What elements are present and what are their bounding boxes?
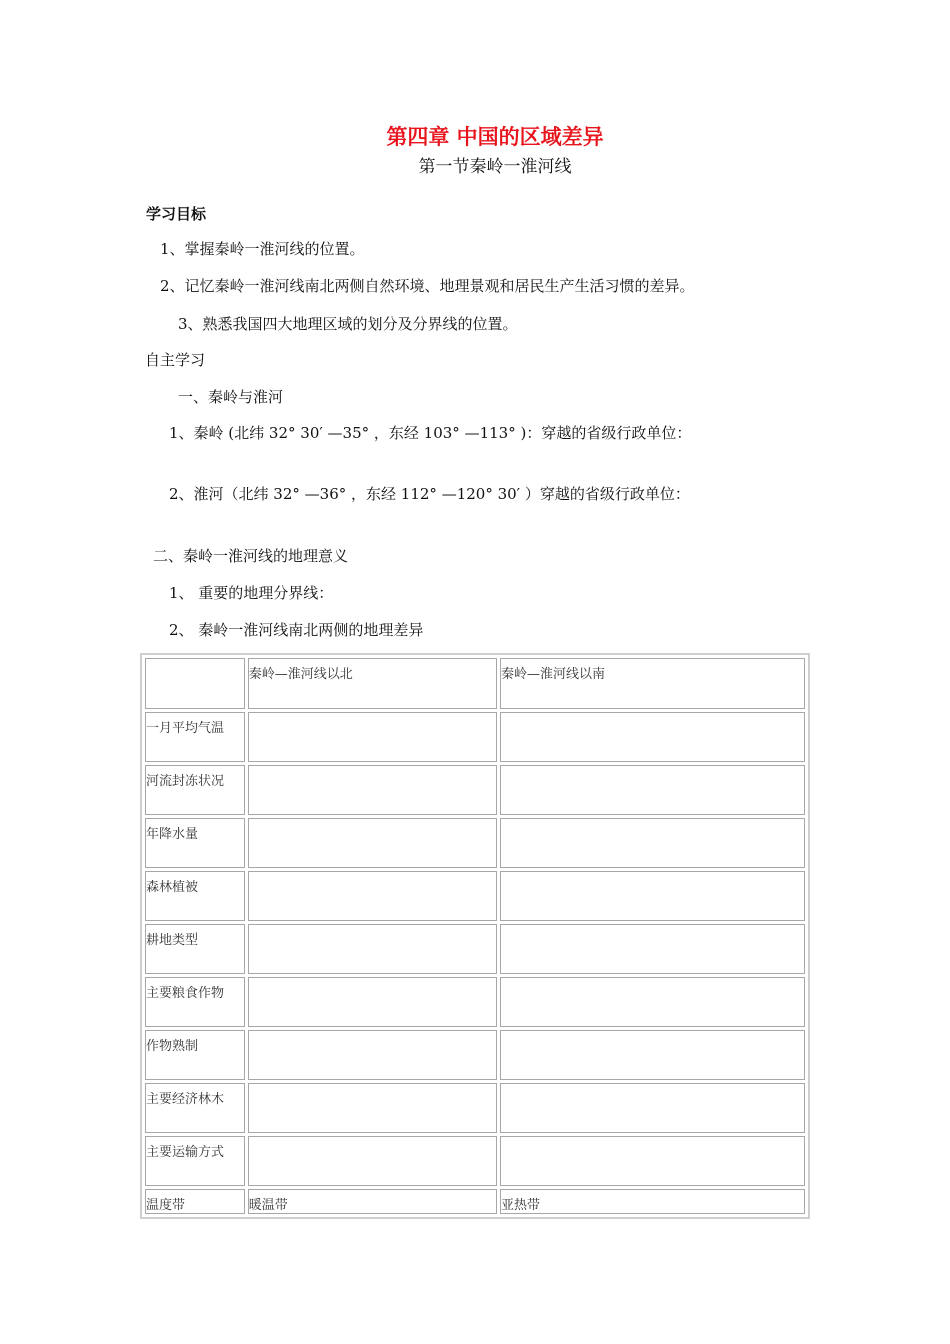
answer-cell-north[interactable] (248, 712, 497, 762)
south-zone-value: 亚热带 (500, 1189, 805, 1214)
comparison-table (140, 653, 810, 1219)
question-boundary: 1、 重要的地理分界线： (169, 584, 334, 602)
table-header-cell (145, 658, 245, 709)
answer-cell-south[interactable] (500, 765, 805, 815)
answer-cell-south[interactable] (500, 977, 805, 1027)
objective-item-1: 1、掌握秦岭一淮河线的位置。 (160, 240, 365, 258)
row-label: 温度带 (145, 1189, 245, 1214)
question-huaihe: 2、淮河（北纬 32° —36° ，东经 112° —120° 30′ ）穿越的省级行政单位： (169, 485, 690, 503)
objectives-heading: 学习目标 (146, 205, 207, 223)
section-2-title: 二、秦岭一淮河线的地理意义 (153, 547, 349, 565)
question-differences: 2、 秦岭一淮河线南北两侧的地理差异 (169, 621, 424, 639)
answer-cell-north[interactable] (248, 977, 497, 1027)
answer-cell-south[interactable] (500, 1136, 805, 1186)
table-header-row (145, 658, 805, 709)
row-label: 主要粮食作物 (145, 977, 245, 1027)
answer-cell-south[interactable] (500, 924, 805, 974)
table-row-temperature-zone (145, 1189, 805, 1214)
answer-cell-south[interactable] (500, 818, 805, 868)
table-row (145, 1083, 805, 1133)
answer-cell-north[interactable] (248, 1136, 497, 1186)
answer-cell-north[interactable] (248, 1030, 497, 1080)
objective-item-3: 3、熟悉我国四大地理区域的划分及分界线的位置。 (178, 315, 518, 333)
table-row (145, 765, 805, 815)
row-label: 主要经济林木 (145, 1083, 245, 1133)
answer-cell-north[interactable] (248, 765, 497, 815)
north-zone-value: 暖温带 (248, 1189, 497, 1214)
table-row (145, 712, 805, 762)
self-study-heading: 自主学习 (145, 351, 206, 369)
table-row (145, 1030, 805, 1080)
chapter-title: 第四章 中国的区域差异 (386, 124, 604, 149)
table-row (145, 977, 805, 1027)
row-label: 年降水量 (145, 818, 245, 868)
row-label: 作物熟制 (145, 1030, 245, 1080)
answer-cell-south[interactable] (500, 1083, 805, 1133)
table-row (145, 871, 805, 921)
row-label: 一月平均气温 (145, 712, 245, 762)
table-header-cell: 秦岭—淮河线以南 (500, 658, 805, 709)
answer-cell-south[interactable] (500, 1030, 805, 1080)
section-subtitle: 第一节秦岭一淮河线 (418, 157, 572, 177)
answer-cell-north[interactable] (248, 1083, 497, 1133)
answer-cell-south[interactable] (500, 712, 805, 762)
table-header-cell: 秦岭—淮河线以北 (248, 658, 497, 709)
row-label: 河流封冻状况 (145, 765, 245, 815)
answer-cell-north[interactable] (248, 818, 497, 868)
answer-cell-north[interactable] (248, 924, 497, 974)
section-1-title: 一、秦岭与淮河 (178, 388, 284, 406)
table-row (145, 924, 805, 974)
row-label: 耕地类型 (145, 924, 245, 974)
answer-cell-south[interactable] (500, 871, 805, 921)
row-label: 主要运输方式 (145, 1136, 245, 1186)
objective-item-2: 2、记忆秦岭一淮河线南北两侧自然环境、地理景观和居民生产生活习惯的差异。 (160, 277, 695, 295)
question-qinling: 1、秦岭 (北纬 32° 30′ —35° ，东经 103° —113° )：穿越的省级行政单位： (169, 424, 692, 442)
row-label: 森林植被 (145, 871, 245, 921)
table-row (145, 818, 805, 868)
table-row (145, 1136, 805, 1186)
answer-cell-north[interactable] (248, 871, 497, 921)
